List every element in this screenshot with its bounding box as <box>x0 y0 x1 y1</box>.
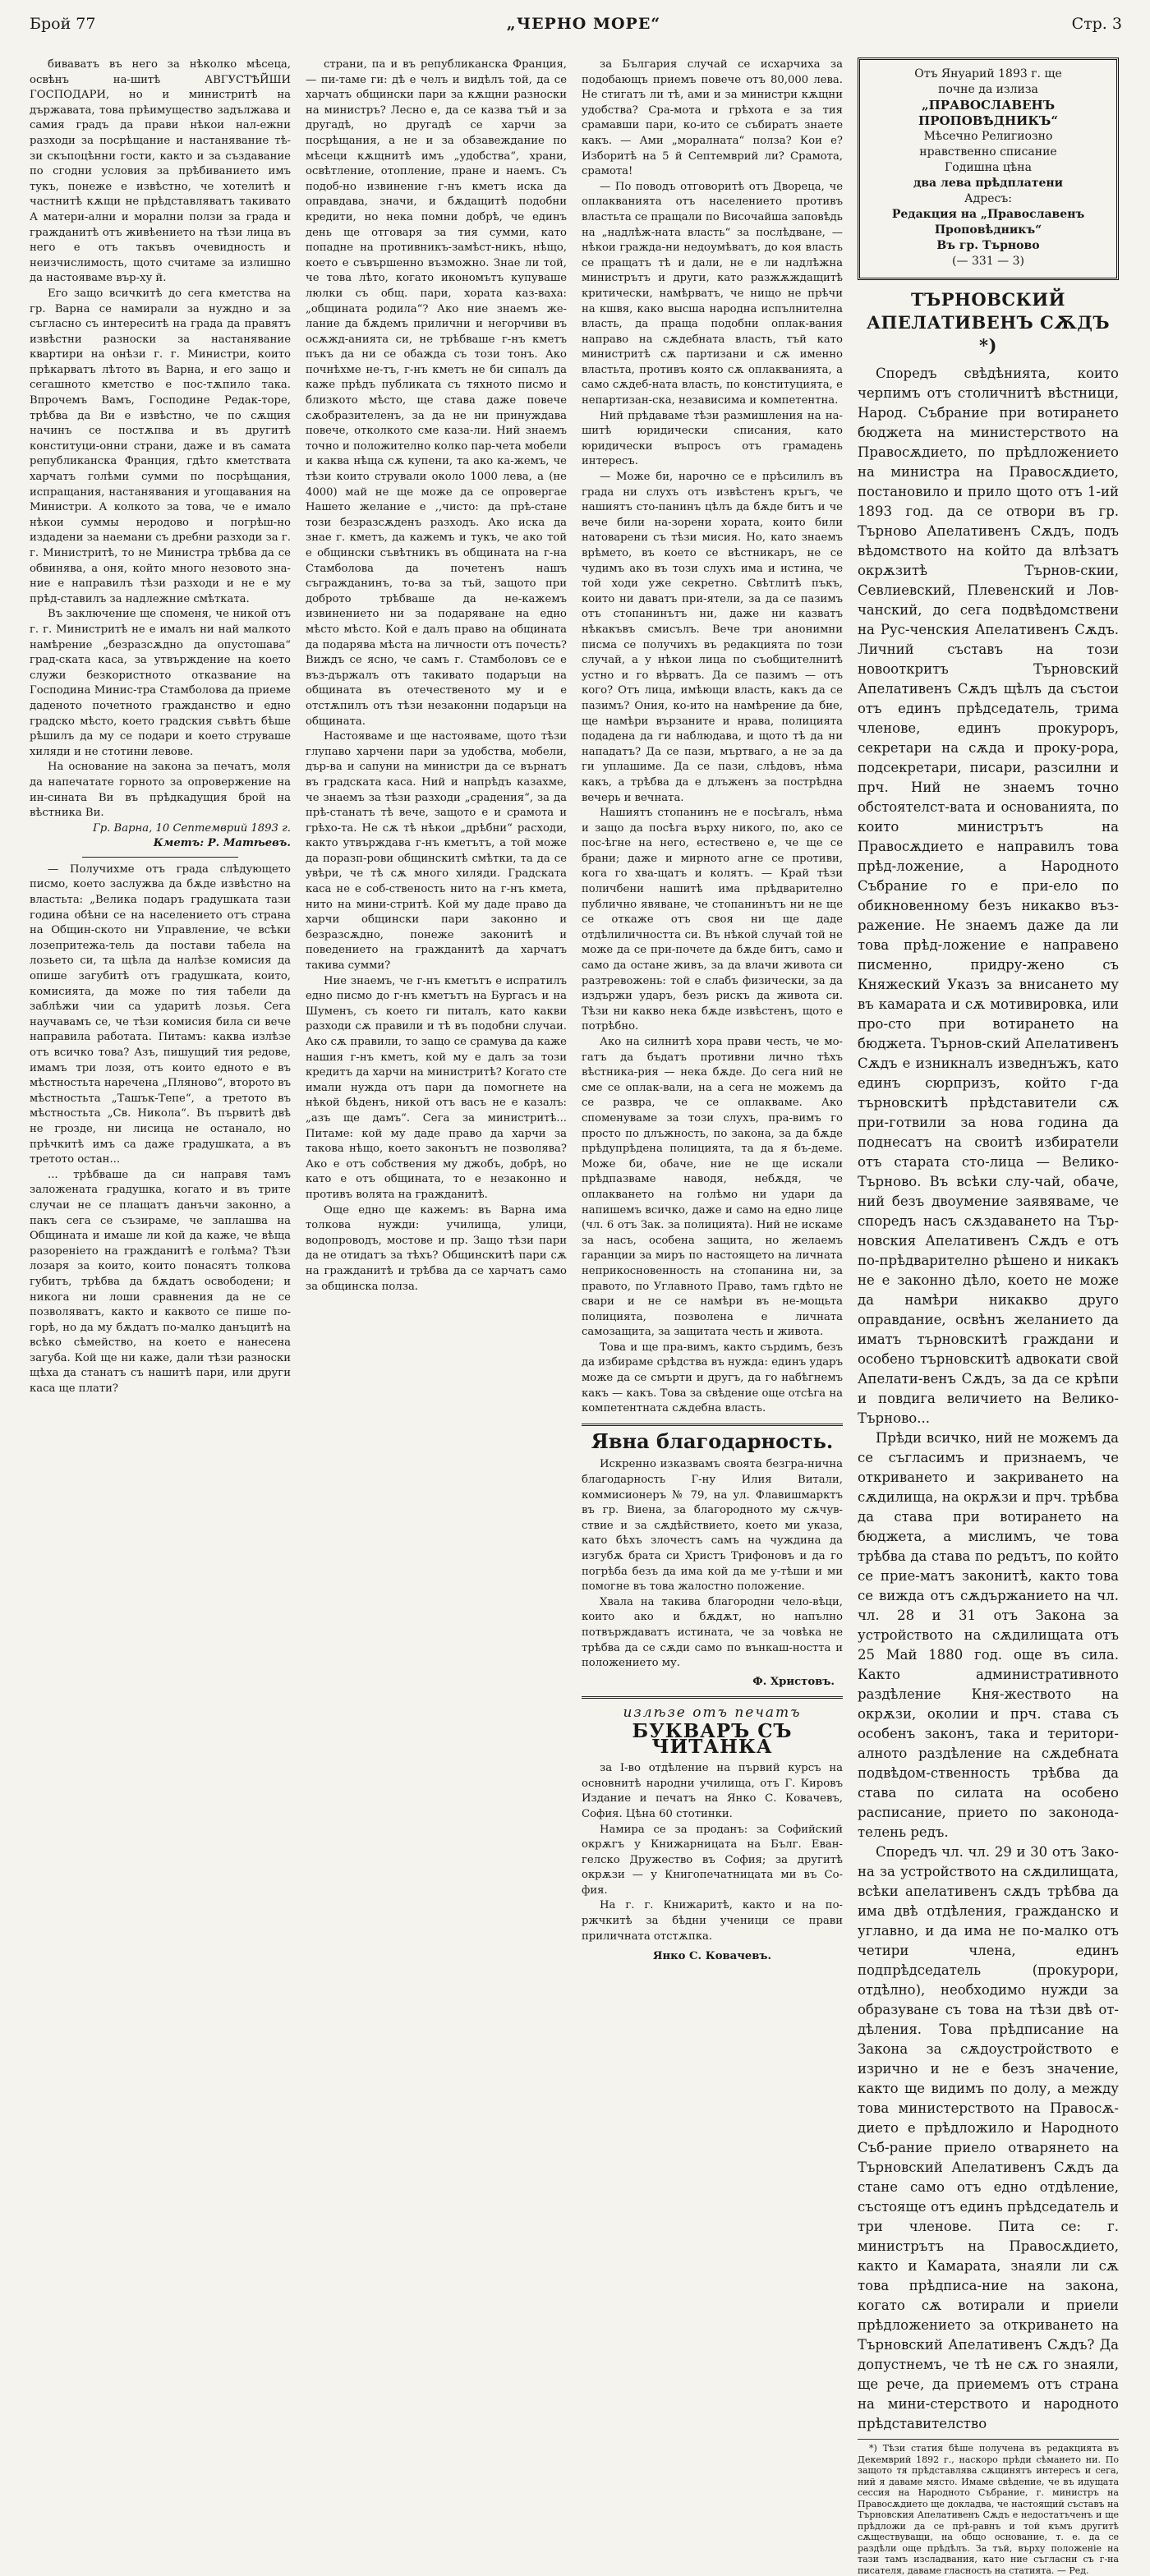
col4-paragraph: Прѣди всичко, ний не можемъ да се съгласимъ и признаемъ, че откриването и закриването на сѫдилища, на окрѫзи и прч. трѣбва да става при вотирането на бюджета, а мислимъ, че това трѣбва да става по редътъ, по който се прие-матъ законитѣ, както това се вижда отъ сѫдържанието на чл. чл. 28 и 31 отъ Закона за устройството на сѫдилищата отъ 25 Май 1880 год. още въ сила. Както административното раздѣление Кня-жеството на окрѫзи, околии и прч. става съ особенъ законъ, така и територи-алното раздѣление на сѫдебната подвѣдом-ственность трѣбва да става по силата на особено расписание, прието по законода-телень редъ. <box>858 1430 1119 1840</box>
thanks-title: Явна благодарность. <box>591 1428 834 1453</box>
col1-paragraph: ... трѣбваше да си направя тамъ заложената градушка, когато и въ трите случаи не се плащатъ данъчи законно, а пакъ сега се съзираме, че заплашва на Общината и имаше ли кой да каже, че вѣща разореніето на гражданитѣ е голѣма? Тѣзи лозаря за които, които понасятъ толкова губитъ, трѣбва да бѫдатъ освободени; и никога ни лоши сравнения да не се позволяватъ, както и каквото се пише по-горѣ, но да му бѫдатъ по-малко данъцитѣ на всѣко сѣмейство, на което е нанесена загуба. Кой ще ни каже, дали тѣзи разноски щѣха да станатъ съ нашитѣ пари, или други каса ще плати? <box>30 1168 291 1396</box>
ad-line: два лева прѣдплатени <box>913 177 1064 190</box>
col3-paragraph: Ако на силнитѣ хора прави честь, че мо-гатъ да бъдатъ противни лично тѣхъ вѣстника-рия — нека бѫде. До сега ний не сме се оплак-вали, на а сега не можемъ да се развра, че се оплакваме. Ако споменуваме за този слухъ, пра-вимъ го просто по длъжность, по закона, за да бѫде прѣдупрѣдена полицията, та да я бъ-деме. Може би, обаче, ние не ще искали прѣдпазваме наводя, небѫдя, че оплакването на голѣмо ни удари да напишемъ всичко, даже и само на едно лице (чл. 6 отъ Зак. за полицията). Ний не искаме за насъ, особена защита, но желаемъ гаранции за миръ по настоящето на личната неприкосновенность на стопанина ни, за правото, по Углавното Право, тамъ гдѣто не свари и не се намѣри въ не-мощьта полицията, позволена е личната самозащита, за защитата честь и живота. <box>582 1036 843 1339</box>
col3-paragraph: Нашиятъ стопанинъ не е посѣгалъ, нѣма и защо да посѣга върху никого, по, ако се пос-ѣгне на него, естествено е, че ще се брани; даже и мирното агне се противи, кога го хва-щатъ и колятъ. — Край тѣзи поличбени нашитѣ има прѣдварително публично явяване, че стопанинътъ ни не ще се откаже отъ своя ни ще даде отдѣлиличността си. Въ нѣкой случай той не може да се при-почете да бѫде битъ, само и само да остане живъ, за да влачи живота си разтревожень: той е слабъ физически, за да издържи ударъ, безъ рискъ да живота си. Тѣзи ни какво нека бѫде извѣстенъ, щото е потрѣбно. <box>582 807 843 1033</box>
col3-paragraph: Това и ще пра-вимъ, както сърдимъ, безъ да избираме срѣдства въ нужда: единъ ударъ може да се смърти и другъ, да го набѣгнемъ какъ — какъ. Това за свѣдение още отсѣга на компетентната сѫдебна власть. <box>582 1341 843 1415</box>
column-3 <box>582 58 843 1963</box>
ad-line: Годишна цѣна <box>945 161 1032 174</box>
col2-paragraph: страни, па и въ републиканска Франция, — пи-таме ги: дѣ е челъ и видѣлъ той, да се харчатъ общински пари за кѫщни разноски на министръ? Лесно е, да се казва тъй и за другадѣ, но другадѣ се харчи за посрѣщания, а не и за обзавеждание по мѣсеци кѫщнитѣ имъ „удобства“, храни, освѣтление, отопление, пране и наемъ. Съ подоб-но извинение г-нъ кметъ иска да оправдава, значи, и бѫдащитѣ подобни кредити, но нека помни добрѣ, че единъ день ще отговаря за тия сумми, като попадне на противникъ-замѣст-никъ, нѣщо, което е съвършенно възможно. Знае ли той, че това лѣто, когато икономътъ купуваше люлки съ общ. пари, хората каз-ваха: „общината родила“? Ако ние знаемъ же-лание да бѫдемъ прилични и негорчиви въ осѫжд-анията си, не трѣбваше г-нъ кметъ пъкъ да ни се обажда съ този тонъ. Ако почнѣхме не-тъ, г-нъ кметъ не би сипалъ да каже прѣдъ публиката съ тяхното писмо и близкото мѣсто, ще става даже повече сѫобразителенъ, за да не ни принуждава повече, отколкото сме каза-ли. Ний знаемъ точно и положително колко пар-чета мобели и каква нѣща сѫ купени, та ако ка-жемъ, че тѣзи които стрували около 1000 лева, а (не 4000) май не ще може да се опровергае Нашето желание е ,,чисто: да прѣ-стане този безразсѫденъ разходъ. Ако искa да знае г. кметъ, да кажемъ и тукъ, че ако той е общински съвѣтникъ въ общината на г-на Стамболова да почетенъ нашъ съгражданинъ, то-ва за тъй, защото при доброто трѣбваше да не-кажемъ извинението ни за подаряване на едно мѣсто мѣсто. Кой е далъ право на общината да подарява мѣста на личности отъ почесть? Виждъ се ясно, че самъ г. Стамболовъ се е въз-държалъ отъ такивато подаръци на общината въ отечественото му и е отстѫпилъ отъ тѣзи незаконни подаръци на общината. <box>306 58 567 728</box>
book-title: БУКВАРЪ СЪ ЧИТАНКА <box>632 1719 793 1758</box>
ad-line: Въ гр. Търново <box>936 239 1040 252</box>
thanks-paragraph: Искренно изказвамъ своята безгра-нична благодарность Г-ну Илия Витали, коммисионеръ № 79, на ул. Флавишмарктъ въ гр. Виена, за благородното му сѫчув-ствие и за сѫдѣйствието, което ми указа, като бѣхъ злочестъ самъ на чуждина да изгубѫ брата си Христъ Трифоновъ и да го погрѣба безъ да има кой да ме у-тѣши и ми помогне въ това жалостно положение. <box>582 1458 843 1594</box>
ad-line: Адресъ: <box>964 192 1012 205</box>
ad-line: „ПРАВОСЛАВЕНЪ ПРОПОВѢДНИКЪ“ <box>918 98 1058 128</box>
col3-paragraph: Ний прѣдаваме тѣзи размишления на на-шитѣ юридически списания, като юридически въпросъ отъ грамадень интересъ. <box>582 409 843 468</box>
divider <box>582 1424 843 1426</box>
col1-paragraph: Его защо всичкитѣ до сега кметства на гр. Варна се намирали за нуждно и за съгласно съ интереситѣ на града да правятъ извѣстни разноски за настанявание квартири на онѣзи г. г. Министри, които прѣкарватъ лѣтото въ Варна, и его защо и сегашното кметство е пос-тѫпило така. Впрочемъ Вамъ, Господине Редак-торе, трѣбва да Ви е извѣстно, че по сѫщия начинъ се постѫпва и въ другитѣ конституци-онни страни, даже и въ самата републиканска Франция, гдѣто кметствата харчатъ голѣми сумми по посрѣщания, испращания, настанявания и угощавания на Министри. А колкото за това, че е имало нѣкои суммы неродово и погрѣш-но издадени за наемани съ дребни разходи за г. г. Министритѣ, то не Министра трѣбва да се обвинява, а оня, който много незовото зна-ние е направилъ тѣзи разходи и не е му прѣд-ставилъ за надлежние смѣтката. <box>30 287 291 605</box>
column-4 <box>858 58 1119 2576</box>
book-paragraph: Намира се за проданъ: за Софийский окрѫгъ у Книжарницата на Бълг. Еван-гелско Дружество въ София; за другитѣ окрѫзи — у Книгопечатницата ми въ Со-фия. <box>582 1823 843 1897</box>
divider <box>82 857 239 858</box>
ad-line: Отъ Януарий 1893 г. ще <box>914 67 1062 80</box>
newspaper-name: „ЧЕРНО МОРЕ“ <box>506 15 661 33</box>
book-paragraph: за I-во отдѣление на първий курсъ на основнитѣ народни училища, отъ Г. Кировъ Издание и печатъ на Янко С. Ковачевъ, София. Цѣна 60 стотинки. <box>582 1762 843 1820</box>
column-2 <box>306 58 567 1659</box>
col4-paragraph: Споредъ чл. чл. 29 и 30 отъ Зако-на за устройството на сѫдилищата, всѣки апелативенъ сѫдъ трѣбва да има двѣ отдѣления, гражданско и углавно, и да има не по-малко отъ четири члена, единъ подпрѣдседатель (прокурори, отдѣлно), необходимо нужди за образуване съ това на тѣзи двѣ от-дѣления. Това прѣдписание на Закона за сѫдоустройството е изрично и не е безъ значение, както ще видимъ по долу, а между това министерството на Правосѫ-дието е прѣдложило и Народното Съб-рание приело отварянето на Търновский Апелативенъ Сѫдъ да стане само отъ едно отдѣление, състояще отъ единъ прѣдседатель и три членове. Пита се: г. министрътъ на Правосѫдието, както и Камарата, знаяли ли сѫ това прѣдписа-ние на закона, когато сѫ вотирали и приели прѣдложението за откриването на Търновский Апелативенъ Сѫдъ? Да допустнемъ, че тѣ не сѫ го знаяли, ще рече, да приемемъ отъ страна на мини-стерството и народното прѣдставителство <box>858 1844 1119 2431</box>
issue-number: Брой 77 <box>30 15 96 33</box>
page-header <box>30 15 1122 56</box>
col4-paragraph: Споредъ свѣдѣнията, които черпимъ отъ столичнитѣ вѣстници, Народ. Събрание при вотирането бюджета на министерството на Правосѫдието, по прѣдложението на министра на Правосѫдието, постановило и прило щото отъ 1-ий 1893 год. да се отвори въ гр. Търново Апелативенъ Сѫдъ, подъ вѣдомството на който да влѣзатъ окрѫзитѣ Търнов-скии, Севлиевский, Плевенский и Лов-чанский, до сега подвѣдомствени на Рус-ченския Апелативенъ Сѫдъ. Личний съставъ на този новооткритъ Търновский Апелативенъ Сѫдъ щѣлъ да състои отъ единъ прѣдседатель, трима членове, единъ прокуроръ, секретари на сѫда и проку-рора, подсекретари, писари, разсилни и прч. Ний не знаемъ точно обстоятелст-вата и основанията, по които министрътъ на Правосѫдието е направилъ това прѣд-ложение, а Народното Събрание го е при-ело по обикновенному безъ никакво въз-ражение. Не знаемъ даже да ли това прѣд-ложение е направено писменно, придру-жено съ Княжеский Указъ за внисането му въ камарата и сѫ мотивировка, или про-сто при вотирането на бюджета. Търнов-ский Апелативенъ Сѫдъ е изникналъ изведнъжъ, като единъ сюрпризъ, който г-да търновскитѣ прѣдставители сѫ при-готвили за нова година да поднесатъ на своитѣ избиратели отъ старата сто-лица — Велико-Търново. Въ всѣки слу-чай, обаче, ний безъ двоумение заявяваме, че споредъ насъ сѫздаването на Тър-новския Апелативенъ Сѫдъ е отъ по-прѣдварително рѣшено и никакъ не е законно дѣло, което не може да намѣри никакво друго оправдание, освѣнъ желанието да иматъ търновскитѣ граждани и особено търновскитѣ адвокати свой Апелати-венъ Сѫдъ, за да се крѣпи и повдига величието на Велико-Търново... <box>858 366 1119 1426</box>
ad-line: Мѣсечно Религиозно <box>923 130 1053 143</box>
col3-paragraph: — Може би, нарочно се е прѣсилилъ въ града ни слухъ отъ извѣстенъ кръгъ, че нашиятъ сто-панинъ цѣлъ да бѫде битъ и че вече били на-зорени хората, които били натоварени съ тѣзи мисия. Но, като знаемъ врѣмето, въ което се вѣстникаръ, не се чудимъ ако въ този слухъ има и истина, че той ходи уже секретно. Свѣтлитѣ пъкъ, които ни даватъ при-ятели, за да се пазимъ отъ стопанинътъ ни, даже ни казватъ нѣкакъвъ смисълъ. Вече три анонимни писма се получихъ въ редакцията по този случай, а у нѣкои лица по съобщителнитѣ устно и го вѣрватъ. Да се пазимъ — отъ кого? Отъ лица, имѣющи власть, какъ да се пазимъ? Ония, ко-ито на намѣрение да бие, ще намѣри вързаните и нрава, полицията подадена да ги наблюдава, и щото тѣ да ни нападатъ? Да се пази, мъртваго, а не за да ги уплашиме. Да се пази, слѣдовъ, нѣма какъ, а трѣбва да е длъженъ за пострѣдна вечерь и вечната. <box>582 471 843 804</box>
article-title: ТЪРНОВСКИЙ АПЕЛАТИВЕНЪ СѪДЪ *) <box>866 289 1111 356</box>
col1-paragraph: Въ заключение ще споменя, че никой отъ г. г. Министритѣ не е ималъ ни най малкото намѣрение „безразсѫдно да опустошава“ град-ската каса, за утвърждение на което служи безкористното отказвание на Господина Минис-тра Стамболова да приеме даденото почетното гражданство и едно градско мѣсто, което градския съвѣтъ бѣше рѣшилъ да му се подари и което струваше хиляди и не стотини левове. <box>30 608 291 758</box>
col1-paragraph: — Получихме отъ града слѣдующето писмо, което заслужва да бѫде извѣстно на властьта: „Велика подаръ градушката тази година обѣни се на населението отъ страна на Общин-ското ни Управление, че всѣки лозепритежа-тель да постави табела на лозьето си, та щѣла да налѣзе комисия да опише загубитѣ отъ градушката, които, комисията, да може по тия табели да заблѣжи чии са ударитѣ лозья. Сега научавамъ се, че тѣзи комисия била си вече направила работата. Питамъ: каква излѣзе отъ всичко това? Азъ, пишущий тия редове, имамъ три лозя, отъ които едното е въ мѣстностьта наречена „Пляново“, второто въ мѣстностьта „Ташък-Тепе“, а третото въ мѣстностьта „Св. Никола“. Въ първитѣ двѣ не грозде, ни лисица не останало, но прѣчкитѣ имъ са даже градушката, а въ третото остан... <box>30 862 291 1166</box>
footnote <box>858 2439 1119 2576</box>
ad-line: почне да излиза <box>938 83 1038 96</box>
book-signature: Янко С. Ковачевъ. <box>652 1950 772 1963</box>
page-number: Стр. 3 <box>1071 15 1122 33</box>
col1-paragraph: На основание на закона за печатъ, моля да напечатате горното за опровержение на ин-сината Ви въ прѣдкадущия брой на вѣстника Ви. <box>30 761 291 820</box>
subscription-ad <box>858 58 1119 280</box>
col2-paragraph: Настояваме и ще настояваме, щото тѣзи глупаво харчени пари за удобства, мобели, дър-ва и сапуни на министри да се върнатъ въ градската каса. Ний и напрѣдъ казахме, че знаемъ за тѣзи разходи „срадения“, за да прѣ-станатъ тѣ вече, защото е и срамота и грѣхо-та. Не сѫ тѣ нѣкои „дрѣбни“ расходи, както утвърждава г-нъ кметътъ, а той може да поразп-рови общинскитѣ смѣтки, та да се увѣри, че тѣ сѫ много хиляди. Градската каса не е соб-ственость нито на г-нъ кмета, нито на мини-стритѣ. Кой му даде право да харчи общински пари законно и безразсѫдно, понеже законитѣ и поведението на гражданитѣ да харчатъ такива сумми? <box>306 730 567 973</box>
letter-dateline: Гр. Варна, 10 Септемврий 1893 г. <box>93 821 291 835</box>
col1-paragraph: биваватъ въ него за нѣколко мѣсеца, освѣнъ на-шитѣ АВГУСТѢЙШИ ГОСПОДАРИ, но и министритѣ на държавата, това прѣимущество задължава и самия градъ да прави нѣкои нал-ежни разходи за посрѣщание и настанявание тѣ-зи скъпоцѣнни гости, както и за създавание по сгодни условия за прѣбиванието имъ тукъ, понеже е извѣстно, че хотелитѣ и частнитѣ кѫщи не прѣдставляватъ такивато А матери-ални и морални ползи за града и гражданитѣ отъ живѣението на тѣзи лица въ него е отъ такъвъ очевидность и неизчислимость, щото считамe за излишно да настояваме вър-ху й. <box>30 58 291 285</box>
book-announcement: излѣзе отъ печатъ <box>623 1704 802 1722</box>
thanks-paragraph: Хвала на такива благородни чело-вѣци, които ако и бѫдѫт, но напълно потвърждаватъ истината, че за човѣка не трѣбва да се сѫди само по вънкаш-ността и положението му. <box>582 1595 843 1670</box>
book-paragraph: На г. г. Книжаритѣ, както и на по-ржчкитѣ за бѣдни ученици се прави приличната отстѫпка. <box>582 1899 843 1943</box>
ad-line: нравственно списание <box>919 145 1057 159</box>
divider <box>582 1696 843 1699</box>
ad-line: (— 331 — 3) <box>952 255 1024 268</box>
col3-paragraph: за България случай се исхарчиха за подобающъ приемъ повече отъ 80,000 лева. Не стигатъ ли тѣ, ами и за министри кѫщни удобства? Сра-мота и грѣхота е за тия срамавши пари, ко-ито се събиратъ знаете какъ. — Ами „моралната“ полза? Кои е? Изборитѣ на 5 й Септемврий ли? Срамота, срамота! <box>582 58 843 178</box>
columns <box>30 58 1122 2576</box>
ad-line: Редакция на „Православенъ <box>891 208 1085 221</box>
ad-line: Проповѣдникъ“ <box>934 223 1042 237</box>
thanks-signature: Ф. Христовъ. <box>752 1675 835 1688</box>
col2-paragraph: Още едно ще кажемъ: въ Варна има толкова нужди: училища, улици, водопроводъ, мостове и пр. Защо тѣзи пари да не отидатъ за тѣхъ? Общинскитѣ пари сѫ на гражданитѣ и трѣбва да се харчатъ само за общинска полза. <box>306 1203 567 1293</box>
column-1 <box>30 58 291 1659</box>
letter-signature: Кметъ: Р. Матѣевъ. <box>153 837 291 850</box>
footnote-text: *) Тѣзи статия бѣше получена въ редакцията въ Декемврий 1892 г., наскоро прѣди сѣмането ни. По защото тя прѣдставлява сѫщинятъ интересъ и сега, ний я даваме място. Имаме свѣдение, че въ идущата сессия на Народното Събрание, г. министръ на Правосѫдието ще докладва, че настоящий съставъ на Търновския Апелативенъ Сѫдъ е недостатъченъ и ще прѣдложи да се прѣ-равнъ и той къмъ другитѣ сѫществуващи, на общо основание, т. е. да се раздѣли още прѣдѣлъ. За тъй, върху положеніе на тази тамъ изсладвания, като ние съгласни съ г-на писателя, даваме гласность на статията. — Ред. <box>858 2443 1119 2576</box>
col2-paragraph: Ние знаемъ, че г-нъ кметътъ е испратилъ едно писмо до г-нъ кметътъ на Бургасъ и на Шуменъ, съ което ги питалъ, като какви разходи сѫ правили и тѣ въ подобни случаи. Ако сѫ правили, то защо се срамува да каже нашия г-нъ кметъ, кой му е далъ за този кредитъ да харчи на министритѣ? Когато сте имали нужда отъ пари да помогнете на нѣкой бѣденъ, никой отъ васъ не е казалъ: „азъ ще дамъ“. Сега за министритѣ... Питаме: кой му даде право да харчи за такова нѣщо, което законътъ не позволява? Ако е отъ собствения му джобъ, добрѣ, но като е отъ общината, то е незаконно и противъ волята на гражданитѣ. <box>306 974 567 1201</box>
col3-paragraph: — По поводъ отговоритѣ отъ Двореца, че оплакванията отъ населението противъ властьта се пращали по Височайша заповѣдь на „надлѣж-ната власть“ за послѣдване, — нѣкои гражда-ни недоумѣватъ, до коя власть се пращатъ тѣ и дали, не е ли надлѣжна министрътъ и други, като разжѫждащитѣ критически, намѣрватъ, че нищо не прѣчи на кшвя, како высша народна испълнителна власть, да праща подобни оплак-вания направо на сѫдебната власть, тъй като министритѣ сѫ партизани и сѫ именно властьта, противъ която сѫ оплакванията, а само сѫдеб-ната власть, по конституцията, е непартизан-ска, независима и компетентна. <box>582 180 843 407</box>
